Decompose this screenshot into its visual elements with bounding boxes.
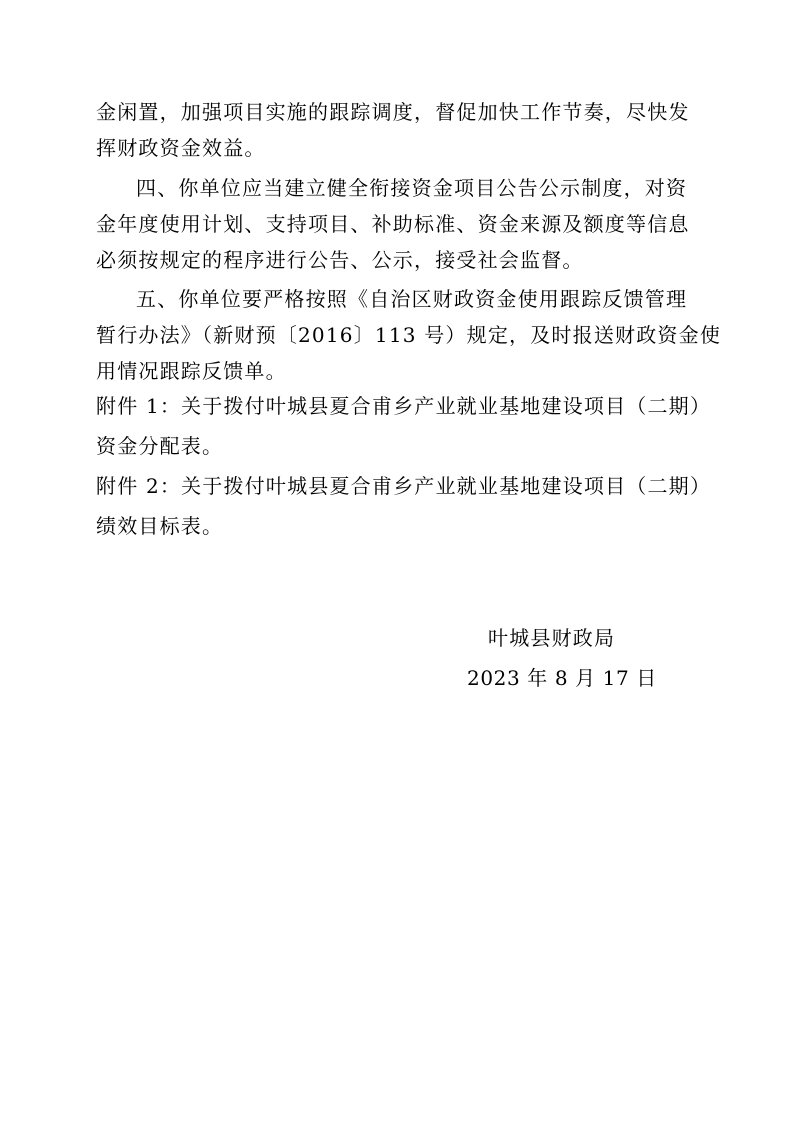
paragraph-five-line: 暂行办法》（新财预〔2016〕113 号）规定，及时报送财政资金使	[96, 323, 722, 347]
paragraph-four-line: 四、你单位应当建立健全衔接资金项目公告公示制度，对资	[136, 176, 688, 200]
attachment-one-line: 资金分配表。	[96, 434, 224, 458]
paragraph-four-line: 金年度使用计划、支持项目、补助标准、资金来源及额度等信息	[96, 212, 690, 236]
paragraph-five-line: 五、你单位要严格按照《自治区财政资金使用跟踪反馈管理	[136, 287, 688, 311]
body-text-line: 挥财政资金效益。	[96, 136, 266, 160]
body-text-line: 金闲置，加强项目实施的跟踪调度，督促加快工作节奏，尽快发	[96, 100, 690, 124]
attachment-two-line: 附件 2：关于拨付叶城县夏合甫乡产业就业基地建设项目（二期）	[96, 474, 712, 498]
signature-organization: 叶城县财政局	[488, 626, 616, 650]
paragraph-five-line: 用情况跟踪反馈单。	[96, 359, 287, 383]
attachment-two-line: 绩效目标表。	[96, 514, 224, 538]
attachment-one-line: 附件 1：关于拨付叶城县夏合甫乡产业就业基地建设项目（二期）	[96, 394, 712, 418]
signature-date: 2023 年 8 月 17 日	[467, 666, 657, 690]
paragraph-four-line: 必须按规定的程序进行公告、公示，接受社会监督。	[96, 248, 584, 272]
